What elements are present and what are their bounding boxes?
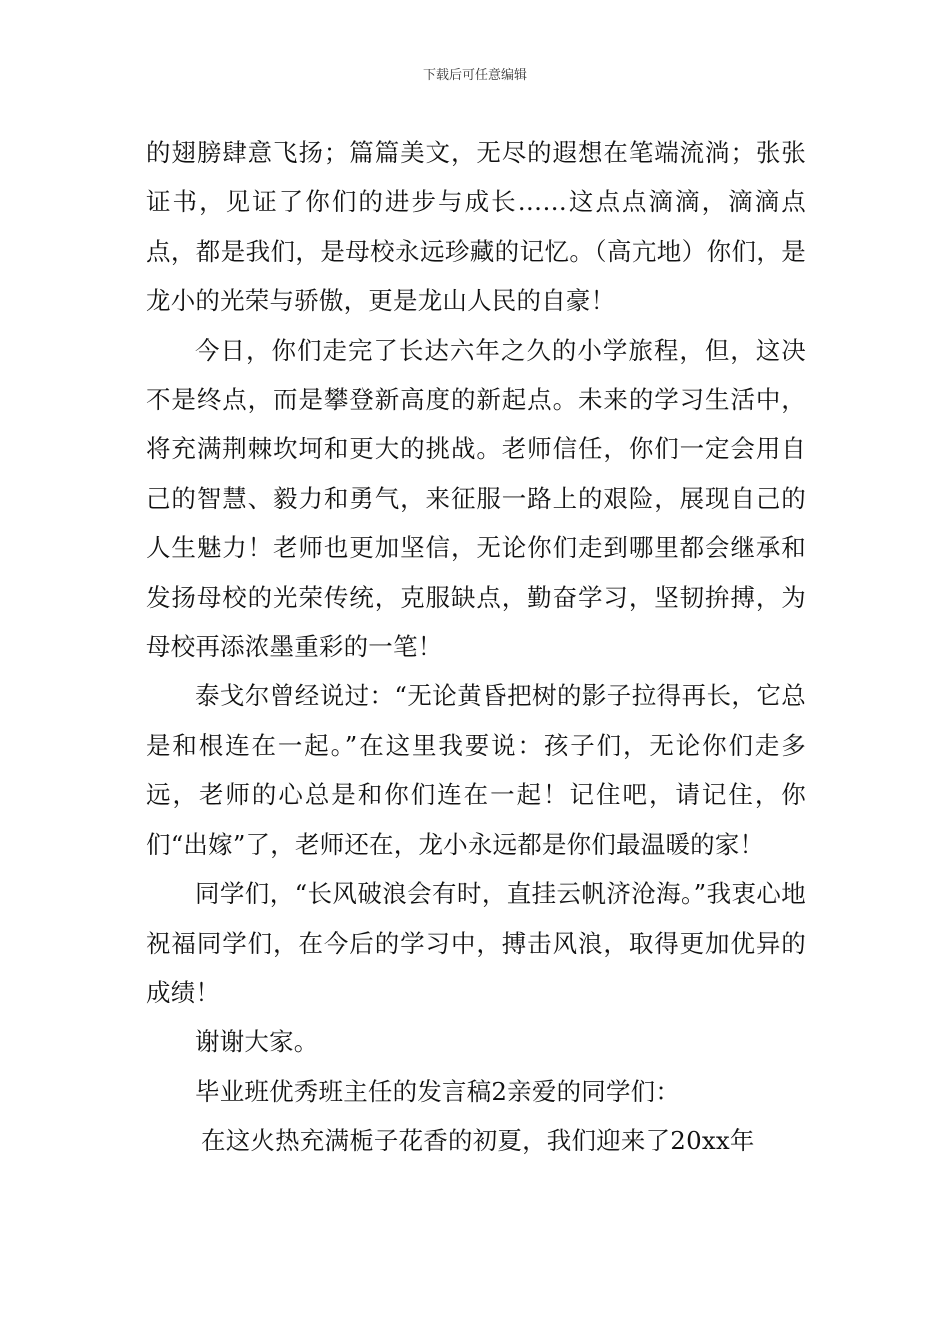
document-body (146, 128, 806, 1166)
paragraph-5: 谢谢大家。 (195, 1027, 319, 1057)
paragraph-7: 在这火热充满栀子花香的初夏，我们迎来了20xx年 (201, 1126, 755, 1156)
paragraph-1: 的翅膀肆意飞扬；篇篇美文，无尽的遐想在笔端流淌；张张证书，见证了你们的进步与成长……这点点滴滴，滴滴点点，都是我们，是母校永远珍藏的记忆。（高亢地）你们，是龙小的光荣与骄傲，更是龙山人民的自豪！ (146, 138, 806, 316)
paragraph-3: 泰戈尔曾经说过：“无论黄昏把树的影子拉得再长，它总是和根连在一起。”在这里我要说：孩子们，无论你们走多远，老师的心总是和你们连在一起！记住吧，请记住，你们“出嫁”了，老师还在，龙小永远都是你们最温暖的家！ (146, 681, 806, 859)
paragraph-4: 同学们，“长风破浪会有时，直挂云帆济沧海。”我衷心地祝福同学们，在今后的学习中，搏击风浪，取得更加优异的成绩！ (146, 879, 806, 1007)
paragraph-2: 今日，你们走完了长达六年之久的小学旅程，但，这决不是终点，而是攀登新高度的新起点。未来的学习生活中，将充满荆棘坎坷和更大的挑战。老师信任，你们一定会用自己的智慧、毅力和勇气，来征服一路上的艰险，展现自己的人生魅力！老师也更加坚信，无论你们走到哪里都会继承和发扬母校的光荣传统，克服缺点，勤奋学习，坚韧拚搏，为母校再添浓墨重彩的一笔！ (146, 335, 806, 662)
speech-title-line: 毕业班优秀班主任的发言稿2亲爱的同学们： (195, 1076, 681, 1106)
page-header: 下载后可任意编辑 (422, 68, 527, 83)
